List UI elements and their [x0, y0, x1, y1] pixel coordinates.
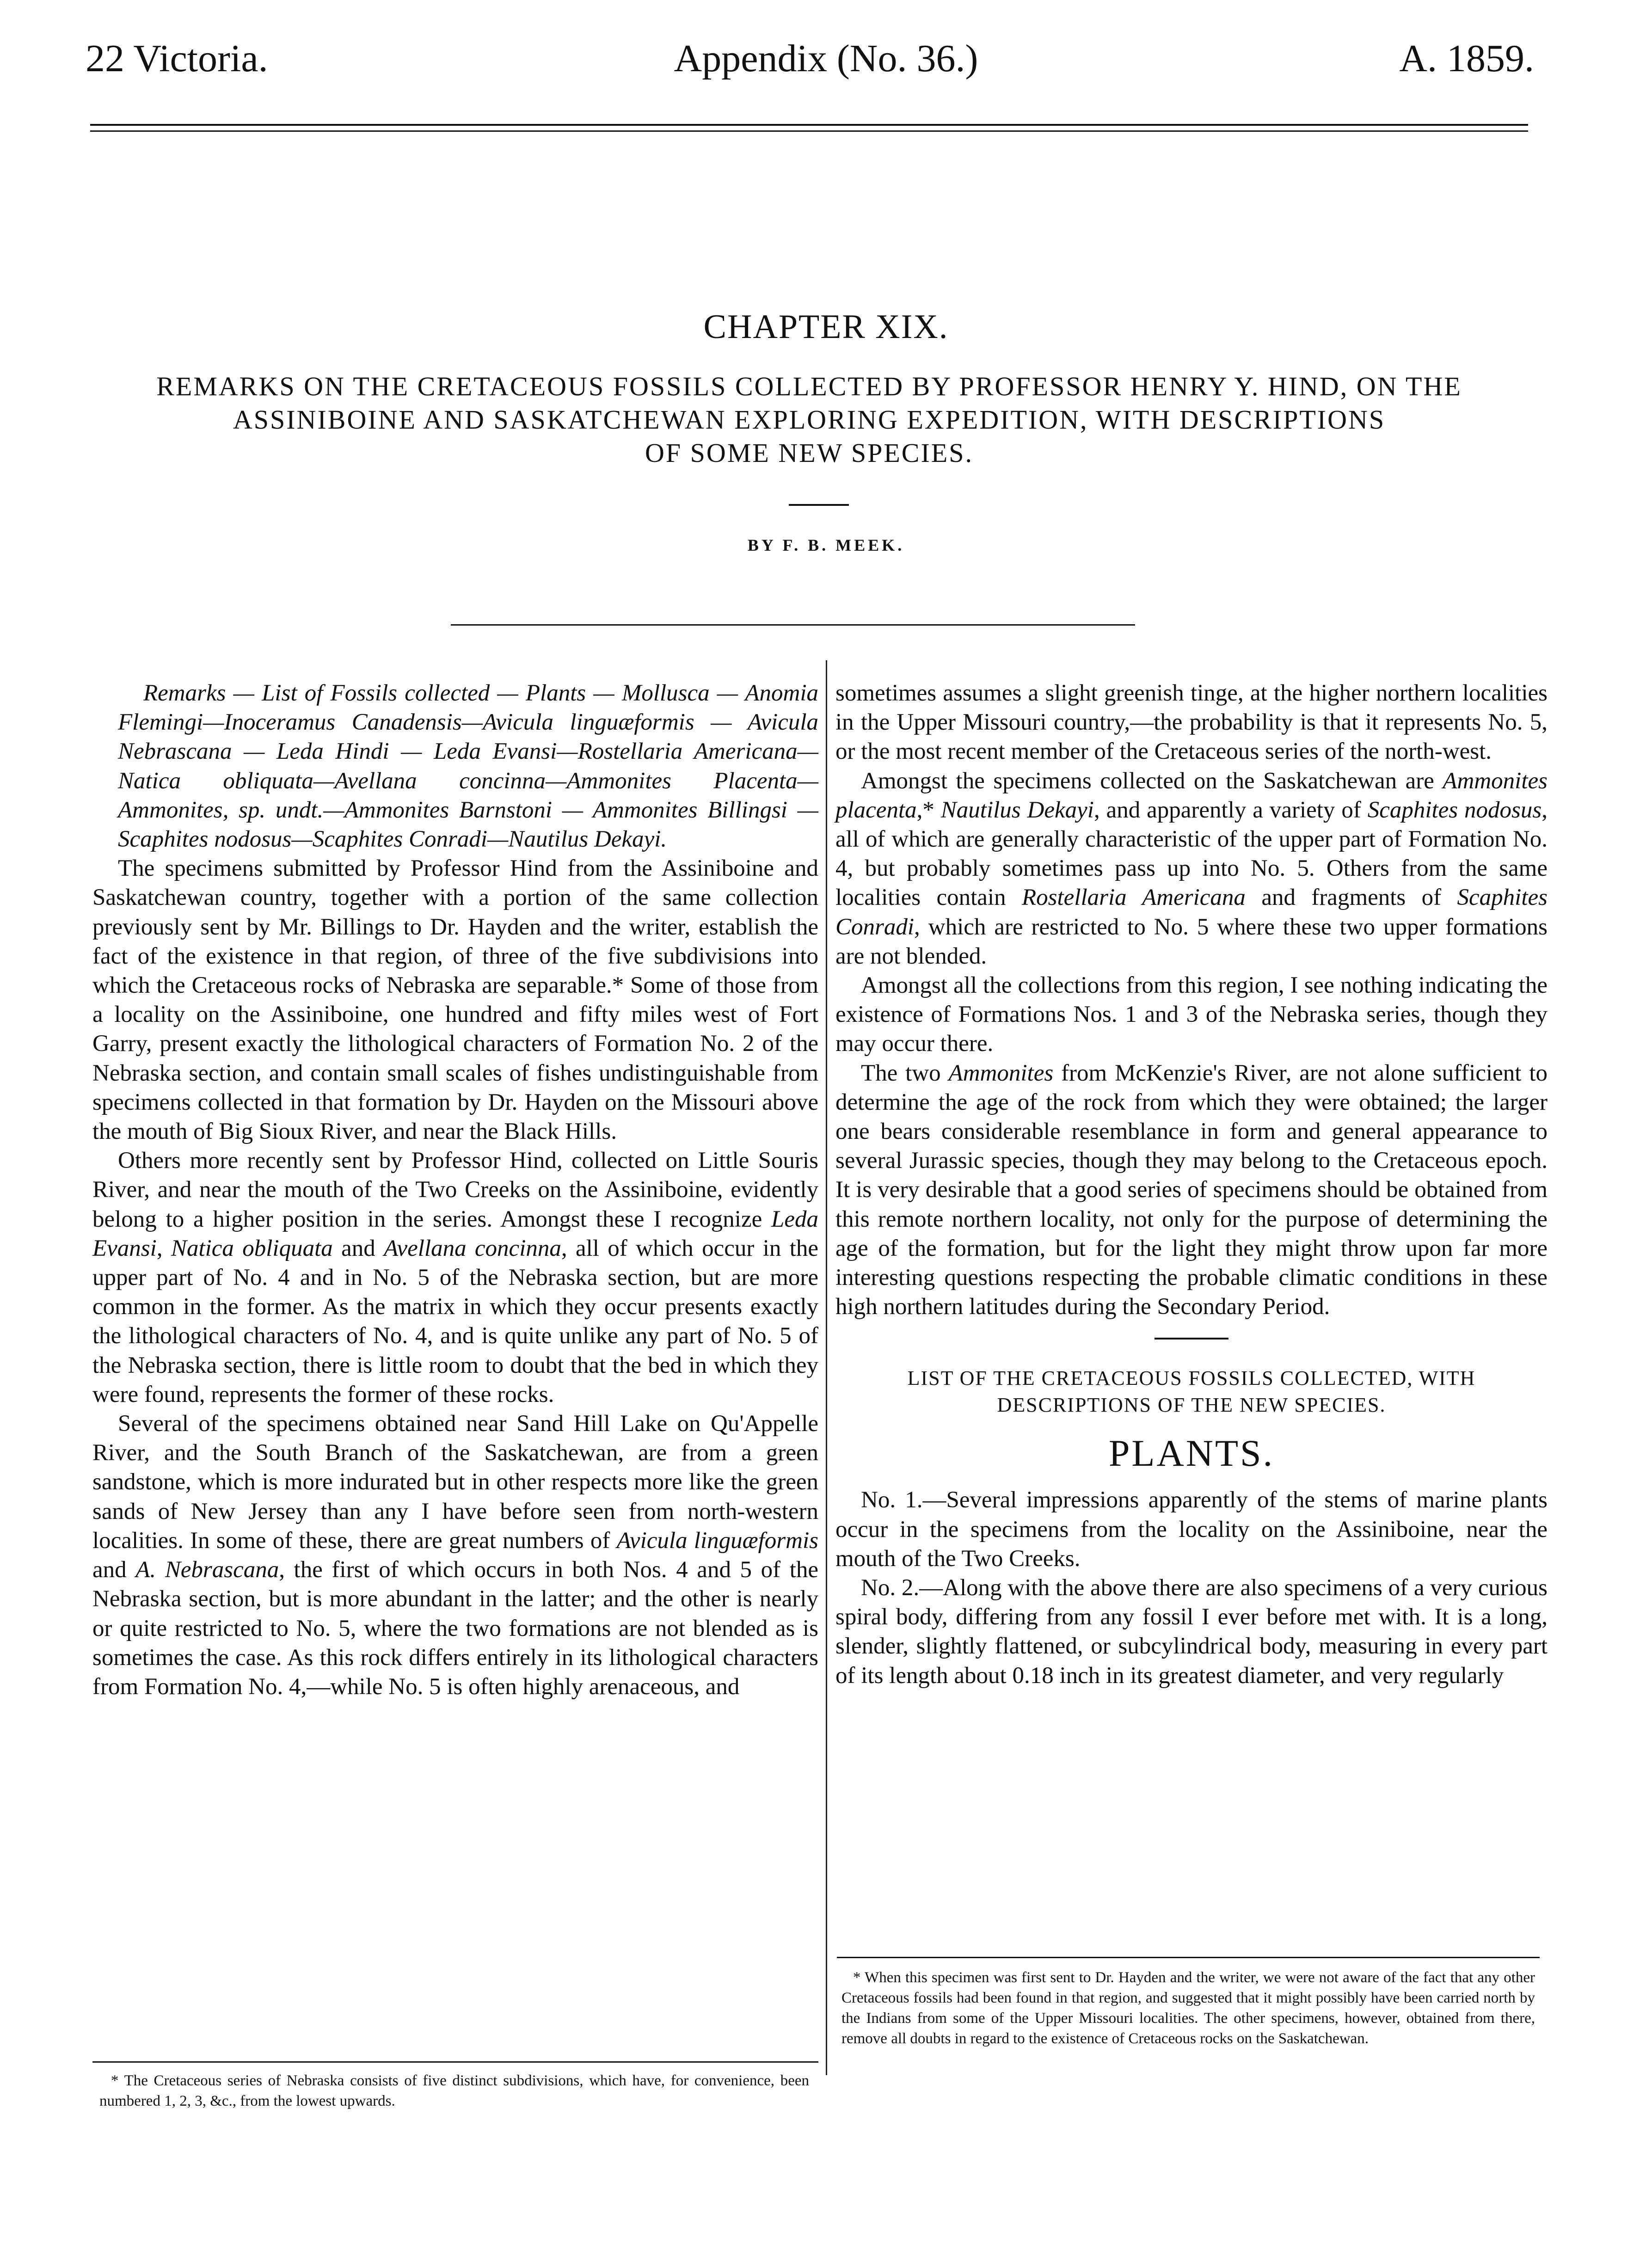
chapter-heading: CHAPTER XIX. [703, 308, 949, 346]
chapter-summary: Remarks — List of Fossils collected — Plants — Mollusca — Anomia Flemingi—Inoceramus Canadensis—Avicula linguæformis — Avicula Nebrascana — Leda Hindi — Leda Evansi—Rostellaria Americana—Natica obliquata—Avellana concinna—Ammonites Placenta—Ammonites, sp. undt.—Ammonites Barnstoni — Ammonites Billingsi — Scaphites nodosus—Scaphites Conradi—Nautilus Dekayi. [118, 680, 818, 853]
header-center: Appendix (No. 36.) [674, 37, 978, 80]
title-line-2: ASSINIBOINE AND SASKATCHEWAN EXPLORING EXPEDITION, WITH DESCRIPTIONS [233, 405, 1386, 435]
species-name: Ammonites placenta [835, 768, 1548, 823]
species-name: Rostellaria Americana [1022, 885, 1246, 911]
species-name: A. Nebrascana [135, 1557, 279, 1583]
header-left: 22 Victoria. [86, 37, 268, 80]
header-rule-top [90, 124, 1528, 126]
title-divider [789, 504, 849, 506]
paragraph-souris: Others more recently sent by Professor Hind, collected on Little Souris River, and near the mouth of the Two Creeks on the Assiniboine, evidently belong to a higher position in the series. Amongst these I recognize Leda Evansi, Natica obliquata and Avellana concinna, all of which occur in the upper part of No. 4 and in No. 5 of the Nebraska section, but are more common in the former. As the matrix in which they occur presents exactly the lithological characters of No. 4, and is quite unlike any part of No. 5 of the Nebraska section, there is little room to doubt that the bed in which they were found, represents the former of these rocks. [92, 1148, 819, 1407]
species-name: Ammonites [948, 1060, 1054, 1086]
left-footnote: * The Cretaceous series of Nebraska consists of five distinct subdivisions, which have, for convenience, been numbered 1, 2, 3, &c., from the lowest upwards. [99, 2072, 809, 2109]
section-divider [1155, 1338, 1228, 1340]
paragraph-greenish-tinge: sometimes assumes a slight greenish tinge, at the higher northern localities in the Upper Missouri country,—the probability is that it represents No. 5, or the most recent member of the Cretaceous series of the north-west. [835, 680, 1548, 765]
paragraph-sand-hill: Several of the specimens obtained near Sand Hill Lake on Qu'Appelle River, and the South Branch of the Saskatchewan, are from a green sandstone, which is more indurated but in other respects more like the green sands of New Jersey than any I have before seen from north-western localities. In some of these, there are great numbers of Avicula linguæformis and A. Nebrascana, the first of which occurs in both Nos. 4 and 5 of the Nebraska section, but is more abundant in the latter; and the other is nearly or quite restricted to No. 5, where the two formations are not blended as is sometimes the case. As this rock differs entirely in its lithological characters from Formation No. 4,—while No. 5 is often highly arenaceous, and [92, 1411, 819, 1700]
header-rule-bottom [90, 130, 1528, 132]
byline: BY F. B. MEEK. [747, 536, 905, 554]
species-name: Scaphites nodosus [1367, 797, 1542, 823]
species-name: Avellana concinna [384, 1235, 561, 1261]
right-footnote-rule [837, 1957, 1540, 1958]
paragraph-mckenzie: The two Ammonites from McKenzie's River, are not alone sufficient to determine the age of the rock from which they were obtained; the larger one bears considerable resemblance in form and general appearance to several Jurassic species, though they may belong to the Cretaceous epoch. It is very desirable that a good series of specimens should be obtained from this remote northern locality, not only for the purpose of determining the age of the formation, but for the light they might throw upon far more interesting questions respecting the probable climatic conditions in these high northern latitudes during the Secondary Period. [835, 1060, 1548, 1320]
paragraph-collections: Amongst all the collections from this region, I see nothing indicating the existence of Formations Nos. 1 and 3 of the Nebraska series, though they may occur there. [835, 972, 1548, 1057]
entry-no-1: No. 1.—Several impressions apparently of the stems of marine plants occur in the specimens from the locality on the Assiniboine, near the mouth of the Two Creeks. [835, 1487, 1548, 1572]
left-footnote-rule [92, 2061, 818, 2063]
plants-heading: PLANTS. [1108, 1432, 1275, 1475]
byline-rule [451, 624, 1135, 626]
right-column [835, 679, 1548, 1690]
entry-no-2: No. 2.—Along with the above there are also specimens of a very curious spiral body, differing from any fossil I ever before met with. It is a long, slender, slightly flattened, or subcylindrical body, measuring in every part of its length about 0.18 inch in its greatest diameter, and very regularly [835, 1575, 1548, 1689]
title-line-1: REMARKS ON THE CRETACEOUS FOSSILS COLLECTED BY PROFESSOR HENRY Y. HIND, ON THE [156, 371, 1462, 401]
paragraph-specimens: The specimens submitted by Professor Hind from the Assiniboine and Saskatchewan country, together with a portion of the same collection previously sent by Mr. Billings to Dr. Hayden and the writer, establish the fact of the existence in that region, of three of the five subdivisions into which the Cretaceous rocks of Nebraska are separable.* Some of those from a locality on the Assiniboine, one hundred and fifty miles west of Fort Garry, present exactly the lithological characters of Formation No. 2 of the Nebraska section, and contain small scales of fishes undistinguishable from specimens collected in that formation by Dr. Hayden on the Missouri above the mouth of Big Sioux River, and near the Black Hills. [92, 855, 818, 1145]
species-name: Avicula linguæformis [616, 1527, 818, 1554]
title-line-3: OF SOME NEW SPECIES. [645, 438, 973, 468]
species-name: Scaphites Conradi [835, 885, 1548, 940]
paragraph-saskatchewan: Amongst the specimens collected on the Saskatchewan are Ammonites placenta,* Nautilus Dekayi, and apparently a variety of Scaphites nodosus, all of which are generally characteristic of the upper part of Formation No. 4, but probably sometimes pass up into No. 5. Others from the same localities contain Rostellaria Americana and fragments of Scaphites Conradi, which are restricted to No. 5 where these two upper formations are not blended. [835, 768, 1548, 969]
column-divider [826, 660, 827, 2075]
right-footnote: * When this specimen was first sent to Dr. Hayden and the writer, we were not aware of the fact that any other Cretaceous fossils had been found in that region, and suggested that it might possibly have been carried north by the Indians from some of the Upper Missouri localities. The other specimens, however, obtained from there, remove all doubts in regard to the existence of Cretaceous rocks on the Saskatchewan. [841, 1969, 1535, 2047]
species-name: Leda Evansi [92, 1206, 818, 1261]
chapter-title [90, 370, 1528, 470]
left-column [92, 679, 818, 1702]
species-name: Natica obliquata [171, 1235, 333, 1261]
header-right: A. 1859. [1399, 37, 1534, 80]
list-heading: LIST OF THE CRETACEOUS FOSSILS COLLECTED, WITH DESCRIPTIONS OF THE NEW SPECIES. [907, 1367, 1476, 1417]
species-name: Nautilus Dekayi [940, 797, 1094, 823]
